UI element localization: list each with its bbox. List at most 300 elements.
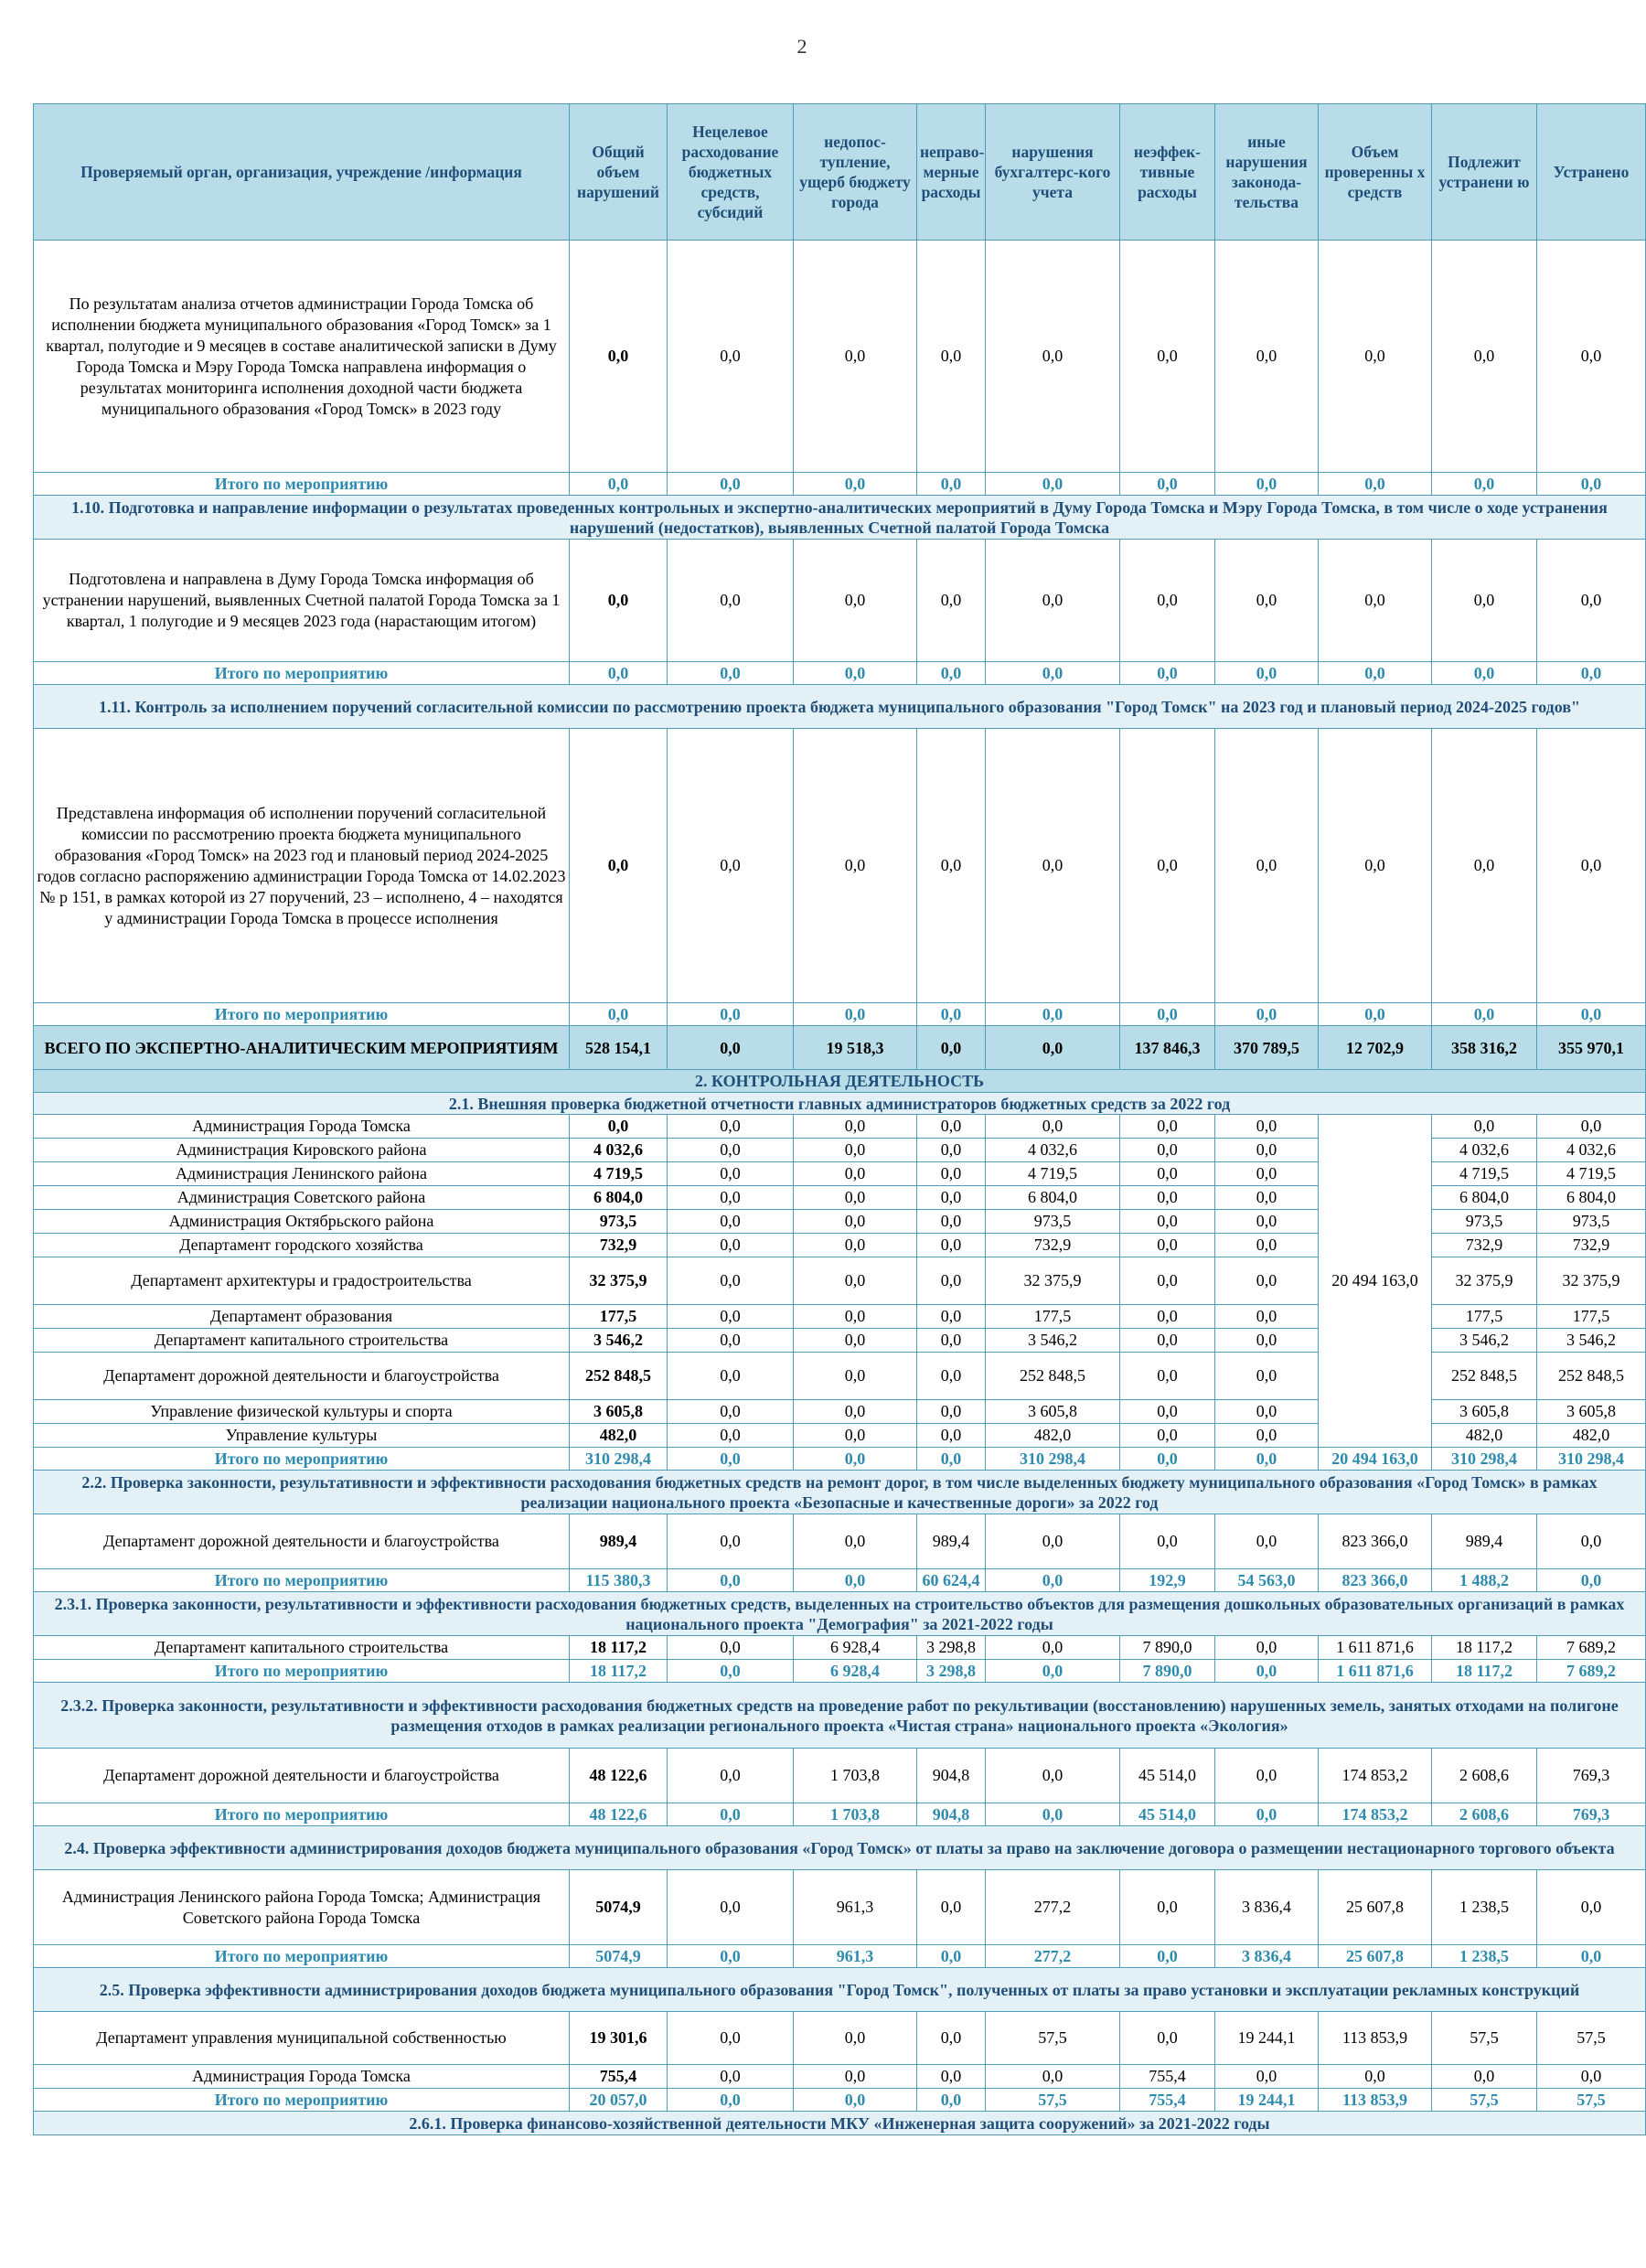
org-name: Администрация Города Томска xyxy=(34,2065,570,2089)
value-cell: 0,0 xyxy=(668,1636,794,1660)
header-misuse: Нецелевое расходование бюджетных средств, субсидий xyxy=(668,104,794,241)
itogo-value: 45 514,0 xyxy=(1120,1803,1215,1826)
header-to-fix: Подлежит устранени ю xyxy=(1432,104,1537,241)
value-cell: 0,0 xyxy=(1215,1139,1319,1162)
value-cell: 0,0 xyxy=(1319,540,1432,662)
value-cell: 1 611 871,6 xyxy=(1319,1636,1432,1660)
value-cell: 0,0 xyxy=(570,241,668,473)
section-title: 2.2. Проверка законности, результативности и эффективности расходования бюджетных средств на ремонт дорог, в том числе выделенных бюджету муниципального образования «Город Томск» в рамках реализации национального проекта «Безопасные и качественные дороги» за 2022 год xyxy=(34,1471,1646,1514)
value-cell: 18 117,2 xyxy=(1432,1636,1537,1660)
value-cell: 0,0 xyxy=(1120,1186,1215,1210)
itogo-value: 823 366,0 xyxy=(1319,1569,1432,1592)
itogo-value: 0,0 xyxy=(1537,662,1646,685)
value-cell: 3 605,8 xyxy=(1537,1400,1646,1424)
itogo-value: 0,0 xyxy=(986,1660,1120,1683)
value-cell: 0,0 xyxy=(570,1115,668,1139)
main-section-row xyxy=(34,1070,1646,1093)
value-cell: 0,0 xyxy=(1432,241,1537,473)
value-cell: 3 546,2 xyxy=(986,1329,1120,1353)
value-cell: 0,0 xyxy=(794,1186,917,1210)
org-name: Департамент архитектуры и градостроительства xyxy=(34,1257,570,1305)
value-cell: 482,0 xyxy=(1432,1424,1537,1448)
value-cell: 732,9 xyxy=(570,1234,668,1257)
value-cell: 0,0 xyxy=(1120,729,1215,1003)
grand-total-value: 358 316,2 xyxy=(1432,1026,1537,1070)
value-cell: 0,0 xyxy=(668,2065,794,2089)
value-cell: 0,0 xyxy=(668,1257,794,1305)
itogo-value: 57,5 xyxy=(1432,2089,1537,2112)
value-cell: 6 928,4 xyxy=(794,1636,917,1660)
itogo-label: Итого по мероприятию xyxy=(34,1945,570,1968)
value-cell: 5074,9 xyxy=(570,1870,668,1945)
org-name: Администрация Города Томска xyxy=(34,1115,570,1139)
itogo-value: 0,0 xyxy=(1537,473,1646,496)
itogo-row xyxy=(34,1660,1646,1683)
value-cell: 2 608,6 xyxy=(1432,1749,1537,1803)
itogo-value: 0,0 xyxy=(570,473,668,496)
itogo-value: 0,0 xyxy=(1215,1660,1319,1683)
itogo-value: 25 607,8 xyxy=(1319,1945,1432,1968)
value-cell: 0,0 xyxy=(1215,1400,1319,1424)
value-cell: 0,0 xyxy=(1120,2012,1215,2065)
value-cell: 0,0 xyxy=(668,1115,794,1139)
itogo-value: 0,0 xyxy=(986,662,1120,685)
value-cell: 7 890,0 xyxy=(1120,1636,1215,1660)
itogo-value: 3 836,4 xyxy=(1215,1945,1319,1968)
itogo-row xyxy=(34,1569,1646,1592)
itogo-value: 57,5 xyxy=(1537,2089,1646,2112)
value-cell: 732,9 xyxy=(986,1234,1120,1257)
value-cell: 174 853,2 xyxy=(1319,1749,1432,1803)
itogo-value: 0,0 xyxy=(917,1945,986,1968)
value-cell: 25 607,8 xyxy=(1319,1870,1432,1945)
value-cell: 0,0 xyxy=(1319,2065,1432,2089)
itogo-value: 0,0 xyxy=(1432,473,1537,496)
value-cell: 3 298,8 xyxy=(917,1636,986,1660)
value-cell: 0,0 xyxy=(1120,1115,1215,1139)
header-other: иные нарушения законода-тельства xyxy=(1215,104,1319,241)
value-cell: 252 848,5 xyxy=(986,1353,1120,1400)
value-cell: 0,0 xyxy=(1215,1234,1319,1257)
itogo-row xyxy=(34,1003,1646,1026)
value-cell: 4 032,6 xyxy=(986,1139,1120,1162)
value-cell: 0,0 xyxy=(1120,1234,1215,1257)
table-row xyxy=(34,2012,1646,2065)
value-cell: 989,4 xyxy=(1432,1514,1537,1569)
value-cell: 3 546,2 xyxy=(1537,1329,1646,1353)
value-cell: 4 032,6 xyxy=(570,1139,668,1162)
value-cell: 0,0 xyxy=(668,1329,794,1353)
itogo-value: 0,0 xyxy=(1215,1448,1319,1471)
itogo-value: 192,9 xyxy=(1120,1569,1215,1592)
value-cell: 0,0 xyxy=(668,2012,794,2065)
value-cell: 0,0 xyxy=(794,1305,917,1329)
value-cell: 0,0 xyxy=(794,1234,917,1257)
org-name: Департамент городского хозяйства xyxy=(34,1234,570,1257)
value-cell: 0,0 xyxy=(1215,1210,1319,1234)
value-cell: 961,3 xyxy=(794,1870,917,1945)
value-cell: 0,0 xyxy=(917,1115,986,1139)
value-cell: 0,0 xyxy=(917,540,986,662)
grand-total-value: 0,0 xyxy=(668,1026,794,1070)
value-cell: 755,4 xyxy=(1120,2065,1215,2089)
value-cell: 0,0 xyxy=(668,1424,794,1448)
table-row xyxy=(34,1749,1646,1803)
section-title: 2.3.1. Проверка законности, результативности и эффективности расходования бюджетных средств, выделенных на строительство объектов для размещения дошкольных образовательных организаций в рамках национального проекта "Демография" за 2021-2022 годы xyxy=(34,1592,1646,1636)
itogo-value: 7 890,0 xyxy=(1120,1660,1215,1683)
itogo-value: 0,0 xyxy=(986,1803,1120,1826)
value-cell: 973,5 xyxy=(1432,1210,1537,1234)
org-name: Департамент дорожной деятельности и благоустройства xyxy=(34,1353,570,1400)
value-cell: 0,0 xyxy=(1120,1139,1215,1162)
value-cell: 0,0 xyxy=(668,1749,794,1803)
value-cell: 177,5 xyxy=(570,1305,668,1329)
table-row xyxy=(34,1870,1646,1945)
itogo-label: Итого по мероприятию xyxy=(34,1803,570,1826)
itogo-value: 0,0 xyxy=(794,662,917,685)
org-name: По результатам анализа отчетов администрации Города Томска об исполнении бюджета муниципального образования «Город Томск» за 1 квартал, полугодие и 9 месяцев в составе аналитической записки в Думу Города Томска и Мэру Города Томска направлена информация о результатах мониторинга исполнения доходной части бюджета муниципального образования «Город Томск» в 2023 году xyxy=(34,241,570,473)
itogo-value: 3 298,8 xyxy=(917,1660,986,1683)
itogo-value: 0,0 xyxy=(794,1448,917,1471)
itogo-row xyxy=(34,2089,1646,2112)
value-cell: 0,0 xyxy=(986,1514,1120,1569)
value-cell: 0,0 xyxy=(668,241,794,473)
value-cell: 0,0 xyxy=(1215,1115,1319,1139)
grand-total-value: 355 970,1 xyxy=(1537,1026,1646,1070)
value-cell: 0,0 xyxy=(668,1400,794,1424)
grand-total-label: ВСЕГО ПО ЭКСПЕРТНО-АНАЛИТИЧЕСКИМ МЕРОПРИЯТИЯМ xyxy=(34,1026,570,1070)
section-title-row xyxy=(34,496,1646,540)
value-cell: 3 546,2 xyxy=(1432,1329,1537,1353)
section-title-row xyxy=(34,2112,1646,2135)
table-row xyxy=(34,729,1646,1003)
value-cell: 0,0 xyxy=(794,1329,917,1353)
itogo-value: 57,5 xyxy=(986,2089,1120,2112)
value-cell: 0,0 xyxy=(794,2065,917,2089)
value-cell: 0,0 xyxy=(986,540,1120,662)
value-cell: 0,0 xyxy=(1120,1257,1215,1305)
org-name: Управление физической культуры и спорта xyxy=(34,1400,570,1424)
value-cell: 0,0 xyxy=(668,1305,794,1329)
value-cell: 0,0 xyxy=(917,1162,986,1186)
value-cell: 0,0 xyxy=(1215,1257,1319,1305)
itogo-value: 6 928,4 xyxy=(794,1660,917,1683)
section-title-row xyxy=(34,685,1646,729)
org-name: Департамент дорожной деятельности и благоустройства xyxy=(34,1514,570,1569)
value-cell: 0,0 xyxy=(917,241,986,473)
value-cell: 0,0 xyxy=(986,1636,1120,1660)
value-cell: 6 804,0 xyxy=(1432,1186,1537,1210)
checked-volume-merged: 20 494 163,0 xyxy=(1319,1115,1432,1448)
value-cell: 252 848,5 xyxy=(570,1353,668,1400)
value-cell: 0,0 xyxy=(1215,1305,1319,1329)
value-cell: 0,0 xyxy=(1120,1305,1215,1329)
org-name: Департамент управления муниципальной собственностью xyxy=(34,2012,570,2065)
org-name: Администрация Октябрьского района xyxy=(34,1210,570,1234)
itogo-value: 2 608,6 xyxy=(1432,1803,1537,1826)
grand-total-value: 0,0 xyxy=(917,1026,986,1070)
itogo-value: 0,0 xyxy=(668,1003,794,1026)
header-total: Общий объем нарушений xyxy=(570,104,668,241)
header-accounting: нарушения бухгалтерс-кого учета xyxy=(986,104,1120,241)
value-cell: 0,0 xyxy=(1215,1514,1319,1569)
org-name: Подготовлена и направлена в Думу Города Томска информация об устранении нарушений, выявленных Счетной палатой Города Томска за 1 квартал, 1 полугодие и 9 месяцев 2023 года (нарастающим итогом) xyxy=(34,540,570,662)
itogo-value: 18 117,2 xyxy=(570,1660,668,1683)
value-cell: 0,0 xyxy=(917,1139,986,1162)
value-cell: 19 244,1 xyxy=(1215,2012,1319,2065)
itogo-value: 20 494 163,0 xyxy=(1319,1448,1432,1471)
value-cell: 4 719,5 xyxy=(1432,1162,1537,1186)
value-cell: 0,0 xyxy=(570,540,668,662)
itogo-value: 1 488,2 xyxy=(1432,1569,1537,1592)
value-cell: 0,0 xyxy=(1537,2065,1646,2089)
value-cell: 0,0 xyxy=(1537,1870,1646,1945)
itogo-row xyxy=(34,473,1646,496)
itogo-value: 961,3 xyxy=(794,1945,917,1968)
itogo-value: 0,0 xyxy=(668,1660,794,1683)
value-cell: 0,0 xyxy=(1319,729,1432,1003)
value-cell: 113 853,9 xyxy=(1319,2012,1432,2065)
value-cell: 3 605,8 xyxy=(1432,1400,1537,1424)
value-cell: 4 719,5 xyxy=(1537,1162,1646,1186)
value-cell: 0,0 xyxy=(1537,1115,1646,1139)
itogo-value: 19 244,1 xyxy=(1215,2089,1319,2112)
value-cell: 3 605,8 xyxy=(570,1400,668,1424)
value-cell: 0,0 xyxy=(917,1234,986,1257)
itogo-value: 0,0 xyxy=(917,662,986,685)
value-cell: 6 804,0 xyxy=(1537,1186,1646,1210)
value-cell: 0,0 xyxy=(1120,540,1215,662)
itogo-value: 0,0 xyxy=(1120,662,1215,685)
itogo-value: 0,0 xyxy=(1120,1448,1215,1471)
value-cell: 732,9 xyxy=(1537,1234,1646,1257)
value-cell: 0,0 xyxy=(986,729,1120,1003)
value-cell: 0,0 xyxy=(794,1162,917,1186)
value-cell: 989,4 xyxy=(917,1514,986,1569)
itogo-value: 0,0 xyxy=(794,1003,917,1026)
value-cell: 0,0 xyxy=(986,241,1120,473)
value-cell: 0,0 xyxy=(668,1162,794,1186)
itogo-value: 0,0 xyxy=(1215,1803,1319,1826)
section-title: 1.11. Контроль за исполнением поручений согласительной комиссии по рассмотрению проекта бюджета муниципального образования "Город Томск" на 2023 год и плановый период 2024-2025 годов" xyxy=(34,685,1646,729)
value-cell: 32 375,9 xyxy=(1432,1257,1537,1305)
value-cell: 0,0 xyxy=(1215,1749,1319,1803)
itogo-value: 0,0 xyxy=(1432,1003,1537,1026)
itogo-value: 769,3 xyxy=(1537,1803,1646,1826)
itogo-value: 0,0 xyxy=(1319,662,1432,685)
value-cell: 0,0 xyxy=(794,1400,917,1424)
value-cell: 0,0 xyxy=(668,1353,794,1400)
value-cell: 252 848,5 xyxy=(1537,1353,1646,1400)
value-cell: 0,0 xyxy=(1120,1329,1215,1353)
value-cell: 4 032,6 xyxy=(1537,1139,1646,1162)
org-name: Управление культуры xyxy=(34,1424,570,1448)
org-name: Департамент капитального строительства xyxy=(34,1636,570,1660)
value-cell: 0,0 xyxy=(1120,1353,1215,1400)
value-cell: 0,0 xyxy=(1537,729,1646,1003)
value-cell: 177,5 xyxy=(986,1305,1120,1329)
value-cell: 482,0 xyxy=(1537,1424,1646,1448)
itogo-value: 0,0 xyxy=(668,662,794,685)
value-cell: 177,5 xyxy=(1432,1305,1537,1329)
itogo-value: 174 853,2 xyxy=(1319,1803,1432,1826)
value-cell: 0,0 xyxy=(986,1749,1120,1803)
header-shortfall: недопос-тупление, ущерб бюджету города xyxy=(794,104,917,241)
org-name: Администрация Кировского района xyxy=(34,1139,570,1162)
violations-table xyxy=(33,103,1646,2135)
itogo-value: 0,0 xyxy=(668,1569,794,1592)
value-cell: 823 366,0 xyxy=(1319,1514,1432,1569)
itogo-value: 0,0 xyxy=(917,1448,986,1471)
value-cell: 0,0 xyxy=(1537,1514,1646,1569)
itogo-value: 0,0 xyxy=(917,473,986,496)
itogo-label: Итого по мероприятию xyxy=(34,473,570,496)
section-title-row xyxy=(34,1683,1646,1749)
itogo-value: 277,2 xyxy=(986,1945,1120,1968)
itogo-value: 0,0 xyxy=(668,1945,794,1968)
org-name: Департамент дорожной деятельности и благоустройства xyxy=(34,1749,570,1803)
value-cell: 0,0 xyxy=(1537,241,1646,473)
value-cell: 0,0 xyxy=(668,540,794,662)
itogo-label: Итого по мероприятию xyxy=(34,1003,570,1026)
value-cell: 0,0 xyxy=(794,729,917,1003)
value-cell: 6 804,0 xyxy=(570,1186,668,1210)
itogo-value: 0,0 xyxy=(1537,1569,1646,1592)
section-title: 2.1. Внешняя проверка бюджетной отчетности главных администраторов бюджетных средств за 2022 год xyxy=(34,1093,1646,1115)
itogo-value: 115 380,3 xyxy=(570,1569,668,1592)
value-cell: 177,5 xyxy=(1537,1305,1646,1329)
section-title-row xyxy=(34,1093,1646,1115)
value-cell: 482,0 xyxy=(986,1424,1120,1448)
itogo-value: 0,0 xyxy=(917,1003,986,1026)
itogo-value: 310 298,4 xyxy=(570,1448,668,1471)
value-cell: 0,0 xyxy=(917,1400,986,1424)
value-cell: 0,0 xyxy=(668,1139,794,1162)
value-cell: 0,0 xyxy=(794,1139,917,1162)
itogo-row xyxy=(34,662,1646,685)
itogo-value: 0,0 xyxy=(794,1569,917,1592)
header-unlawful: неправо-мерные расходы xyxy=(917,104,986,241)
itogo-value: 0,0 xyxy=(986,473,1120,496)
itogo-value: 0,0 xyxy=(1215,1003,1319,1026)
org-name: Департамент капитального строительства xyxy=(34,1329,570,1353)
main-section-title: 2. КОНТРОЛЬНАЯ ДЕЯТЕЛЬНОСТЬ xyxy=(34,1070,1646,1093)
section-title-row xyxy=(34,1471,1646,1514)
value-cell: 0,0 xyxy=(1215,1353,1319,1400)
value-cell: 19 301,6 xyxy=(570,2012,668,2065)
org-name: Представлена информация об исполнении поручений согласительной комиссии по рассмотрению проекта бюджета муниципального образования «Город Томск» на 2023 год и плановый период 2024-2025 годов согласно распоряжению администрации Города Томска от 14.02.2023 № р 151, в рамках которой из 27 поручений, 23 – исполнено, 4 – находятся у администрации Города Томска в процессе исполнения xyxy=(34,729,570,1003)
value-cell: 0,0 xyxy=(794,1424,917,1448)
value-cell: 277,2 xyxy=(986,1870,1120,1945)
itogo-value: 1 238,5 xyxy=(1432,1945,1537,1968)
grand-total-value: 528 154,1 xyxy=(570,1026,668,1070)
section-title: 2.3.2. Проверка законности, результативности и эффективности расходования бюджетных средств на проведение работ по рекультивации (восстановлению) нарушенных земель, занятых отходами на полигоне размещения отходов в рамках реализации регионального проекта «Чистая страна» национального проекта «Экология» xyxy=(34,1683,1646,1749)
value-cell: 0,0 xyxy=(917,1353,986,1400)
itogo-value: 0,0 xyxy=(668,1448,794,1471)
itogo-value: 0,0 xyxy=(1432,662,1537,685)
itogo-value: 755,4 xyxy=(1120,2089,1215,2112)
itogo-value: 0,0 xyxy=(794,473,917,496)
table-row xyxy=(34,1636,1646,1660)
value-cell: 0,0 xyxy=(794,2012,917,2065)
value-cell: 252 848,5 xyxy=(1432,1353,1537,1400)
section-title-row xyxy=(34,1826,1646,1870)
value-cell: 0,0 xyxy=(1537,540,1646,662)
header-org: Проверяемый орган, организация, учреждение /информация xyxy=(34,104,570,241)
value-cell: 4 719,5 xyxy=(570,1162,668,1186)
value-cell: 0,0 xyxy=(1120,1162,1215,1186)
itogo-value: 0,0 xyxy=(1215,662,1319,685)
value-cell: 0,0 xyxy=(794,1115,917,1139)
value-cell: 0,0 xyxy=(794,1210,917,1234)
itogo-row xyxy=(34,1945,1646,1968)
value-cell: 482,0 xyxy=(570,1424,668,1448)
itogo-label: Итого по мероприятию xyxy=(34,1448,570,1471)
itogo-label: Итого по мероприятию xyxy=(34,1660,570,1683)
value-cell: 57,5 xyxy=(1537,2012,1646,2065)
value-cell: 1 238,5 xyxy=(1432,1870,1537,1945)
value-cell: 4 032,6 xyxy=(1432,1139,1537,1162)
itogo-value: 904,8 xyxy=(917,1803,986,1826)
value-cell: 0,0 xyxy=(1432,2065,1537,2089)
org-name: Администрация Советского района xyxy=(34,1186,570,1210)
value-cell: 0,0 xyxy=(1215,1424,1319,1448)
table-row xyxy=(34,1115,1646,1139)
value-cell: 0,0 xyxy=(1120,1514,1215,1569)
itogo-value: 0,0 xyxy=(668,2089,794,2112)
value-cell: 4 719,5 xyxy=(986,1162,1120,1186)
itogo-label: Итого по мероприятию xyxy=(34,1569,570,1592)
value-cell: 18 117,2 xyxy=(570,1636,668,1660)
value-cell: 57,5 xyxy=(986,2012,1120,2065)
itogo-value: 5074,9 xyxy=(570,1945,668,1968)
itogo-row xyxy=(34,1448,1646,1471)
value-cell: 973,5 xyxy=(1537,1210,1646,1234)
header-volume: Объем проверенны х средств xyxy=(1319,104,1432,241)
value-cell: 0,0 xyxy=(1432,1115,1537,1139)
itogo-value: 0,0 xyxy=(794,2089,917,2112)
itogo-value: 1 611 871,6 xyxy=(1319,1660,1432,1683)
org-name: Администрация Ленинского района Города Томска; Администрация Советского района Города Томска xyxy=(34,1870,570,1945)
value-cell: 0,0 xyxy=(794,1353,917,1400)
itogo-value: 0,0 xyxy=(1537,1003,1646,1026)
value-cell: 732,9 xyxy=(1432,1234,1537,1257)
itogo-value: 0,0 xyxy=(668,1803,794,1826)
grand-total-value: 0,0 xyxy=(986,1026,1120,1070)
itogo-value: 18 117,2 xyxy=(1432,1660,1537,1683)
page-number: 2 xyxy=(796,35,807,58)
itogo-value: 0,0 xyxy=(986,1569,1120,1592)
itogo-value: 0,0 xyxy=(1537,1945,1646,1968)
table-row xyxy=(34,241,1646,473)
itogo-value: 0,0 xyxy=(1319,1003,1432,1026)
value-cell: 0,0 xyxy=(1120,1870,1215,1945)
value-cell: 3 605,8 xyxy=(986,1400,1120,1424)
itogo-value: 310 298,4 xyxy=(1432,1448,1537,1471)
grand-total-value: 137 846,3 xyxy=(1120,1026,1215,1070)
section-title: 2.6.1. Проверка финансово-хозяйственной деятельности МКУ «Инженерная защита сооружений» за 2021-2022 годы xyxy=(34,2112,1646,2135)
section-title-row xyxy=(34,1592,1646,1636)
itogo-value: 1 703,8 xyxy=(794,1803,917,1826)
value-cell: 0,0 xyxy=(1215,540,1319,662)
value-cell: 0,0 xyxy=(1432,729,1537,1003)
value-cell: 0,0 xyxy=(917,1870,986,1945)
value-cell: 989,4 xyxy=(570,1514,668,1569)
itogo-value: 0,0 xyxy=(1120,1003,1215,1026)
itogo-value: 0,0 xyxy=(917,2089,986,2112)
value-cell: 0,0 xyxy=(1215,729,1319,1003)
value-cell: 0,0 xyxy=(917,1424,986,1448)
